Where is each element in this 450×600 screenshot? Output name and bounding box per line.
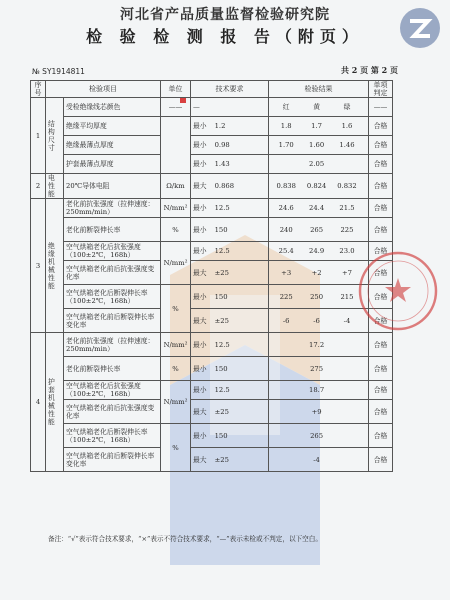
result-value: 2.05 (309, 160, 325, 168)
row-item: 受检绝缘线芯颜色 (64, 98, 161, 117)
result-value: 1.70 (278, 141, 294, 149)
row-item: 护套最薄点厚度 (64, 155, 161, 174)
row-verdict: 合格 (369, 218, 393, 242)
requirement-value: ±25 (214, 407, 229, 416)
row-item: 空气烘箱老化前后断裂伸长率变化率 (64, 309, 161, 333)
requirement-type: 最大 (193, 455, 207, 464)
result-value: 24.6 (278, 204, 294, 212)
requirement-type: 最小 (193, 204, 207, 212)
requirement-type: 最大 (193, 268, 207, 277)
result-value: -6 (282, 316, 290, 325)
result-value: 1.8 (280, 122, 292, 130)
row-requirement (191, 309, 269, 333)
row-results (269, 424, 369, 448)
requirement-type: 最小 (193, 225, 207, 234)
row-item: 空气烘箱老化后断裂伸长率（100±2℃，168h） (64, 424, 161, 448)
row-unit: % (161, 424, 191, 472)
requirement-value: ±25 (214, 268, 229, 277)
requirement-type: 最小 (193, 431, 207, 440)
table-row (31, 199, 393, 218)
table-row (31, 448, 393, 472)
table-row (31, 381, 393, 400)
row-group: 结构尺寸 (46, 98, 64, 174)
row-item: 空气烘箱老化后抗张强度（100±2℃，168h） (64, 381, 161, 400)
requirement-value: ±25 (214, 316, 229, 325)
row-results (269, 357, 369, 381)
row-verdict: 合格 (369, 117, 393, 136)
requirement-type: 最大 (193, 407, 207, 416)
col-verdict: 单项判定 (369, 81, 393, 98)
row-item: 空气烘箱老化前后抗张强度变化率 (64, 400, 161, 424)
table-row (31, 242, 393, 261)
row-requirement (191, 261, 269, 285)
result-value: +3 (281, 268, 292, 277)
requirement-value: 12.5 (214, 340, 230, 349)
institute-name: 河北省产品质量监督检验研究院 (120, 7, 330, 23)
requirement-value: 12.5 (214, 204, 230, 212)
row-requirement (191, 242, 269, 261)
row-results (269, 199, 369, 218)
report-number: № SY1914811 (32, 67, 85, 76)
row-group: 电性能 (46, 174, 64, 199)
result-value: +7 (341, 268, 352, 277)
row-requirement (191, 98, 269, 117)
result-value: 265 (310, 431, 324, 440)
row-seq: 2 (31, 174, 46, 199)
row-results (269, 333, 369, 357)
row-item: 空气烘箱老化后抗张强度（100±2℃，168h） (64, 242, 161, 261)
row-seq: 1 (31, 98, 46, 174)
table-row (31, 285, 393, 309)
row-verdict: 合格 (369, 309, 393, 333)
requirement-type: 最小 (193, 122, 207, 130)
row-requirement (191, 136, 269, 155)
report-title: 检 验 检 测 报 告（附页） (86, 27, 364, 46)
row-verdict: —— (369, 98, 393, 117)
row-item: 20℃导体电阻 (64, 174, 161, 199)
row-verdict: 合格 (369, 285, 393, 309)
row-unit: % (161, 285, 191, 333)
result-value: 265 (310, 225, 324, 234)
row-results (269, 218, 369, 242)
row-results (269, 117, 369, 136)
row-item: 老化前断裂伸长率 (64, 357, 161, 381)
requirement-type: 最小 (193, 292, 207, 301)
row-item: 空气烘箱老化前后断裂伸长率变化率 (64, 448, 161, 472)
requirement-value: 1.43 (214, 160, 230, 168)
table-row (31, 218, 393, 242)
requirement-type: 最大 (193, 182, 207, 190)
row-verdict: 合格 (369, 400, 393, 424)
institute-logo-icon (398, 6, 442, 50)
row-results (269, 155, 369, 174)
requirement-value: 150 (214, 431, 228, 440)
result-value: 18.7 (309, 386, 325, 394)
row-results (269, 261, 369, 285)
row-results (269, 285, 369, 309)
row-verdict: 合格 (369, 199, 393, 218)
table-row (31, 309, 393, 333)
red-mark (180, 98, 186, 103)
requirement-type: 最小 (193, 141, 207, 149)
table-header-row (31, 81, 393, 98)
row-verdict: 合格 (369, 424, 393, 448)
requirement-value: 0.98 (214, 141, 230, 149)
result-value: 225 (340, 225, 354, 234)
requirement-value: 150 (214, 225, 228, 234)
row-results (269, 174, 369, 199)
row-unit (161, 117, 191, 174)
requirement-type: 最小 (193, 247, 207, 255)
row-requirement (191, 155, 269, 174)
row-verdict: 合格 (369, 448, 393, 472)
requirement-type: 最小 (193, 364, 207, 373)
row-results (269, 242, 369, 261)
col-requirement: 技术要求 (191, 81, 269, 98)
row-requirement (191, 285, 269, 309)
table-row (31, 333, 393, 357)
row-requirement (191, 381, 269, 400)
result-value: 17.2 (309, 340, 325, 349)
result-value: 绿 (343, 103, 351, 111)
result-value: 275 (310, 364, 324, 373)
requirement-type: 最小 (193, 160, 207, 168)
col-item: 检验项目 (46, 81, 161, 98)
result-value: 1.7 (311, 122, 322, 130)
row-requirement (191, 117, 269, 136)
result-value: -4 (343, 316, 351, 325)
row-requirement (191, 333, 269, 357)
row-unit: N/mm² (161, 333, 191, 357)
row-results (269, 448, 369, 472)
requirement-value: 0.868 (214, 182, 235, 190)
result-value: 1.60 (309, 141, 325, 149)
row-requirement (191, 218, 269, 242)
row-requirement (191, 448, 269, 472)
requirement-value: ±25 (214, 455, 229, 464)
result-value: 1.6 (341, 122, 353, 130)
row-unit: —— (161, 98, 191, 117)
table-row (31, 400, 393, 424)
result-value: 24.9 (309, 247, 325, 255)
requirement-value: 150 (214, 292, 228, 301)
test-results-table (30, 80, 393, 472)
col-result: 检验结果 (269, 81, 369, 98)
result-value: +2 (311, 268, 322, 277)
row-results (269, 400, 369, 424)
row-requirement (191, 424, 269, 448)
row-item: 老化前断裂伸长率 (64, 218, 161, 242)
result-value: 225 (279, 292, 293, 301)
result-value: 240 (279, 225, 293, 234)
result-value: 24.4 (309, 204, 325, 212)
table-row (31, 136, 393, 155)
row-seq: 3 (31, 199, 46, 333)
row-verdict: 合格 (369, 155, 393, 174)
row-unit: Ω/km (161, 174, 191, 199)
table-row (31, 174, 393, 199)
requirement-type: 最大 (193, 316, 207, 325)
result-value: 23.0 (339, 247, 355, 255)
requirement-value: 150 (214, 364, 228, 373)
col-seq: 序号 (31, 81, 46, 98)
col-unit: 单位 (161, 81, 191, 98)
official-seal-icon (355, 248, 441, 334)
table-row (31, 155, 393, 174)
row-verdict: 合格 (369, 381, 393, 400)
table-row (31, 261, 393, 285)
row-item: 绝缘平均厚度 (64, 117, 161, 136)
row-requirement (191, 357, 269, 381)
row-results (269, 98, 369, 117)
row-item: 绝缘最薄点厚度 (64, 136, 161, 155)
row-verdict: 合格 (369, 261, 393, 285)
result-value: 215 (340, 292, 354, 301)
requirement-value: 12.5 (214, 386, 230, 394)
requirement-type: 最小 (193, 386, 207, 394)
row-requirement (191, 174, 269, 199)
row-results (269, 381, 369, 400)
row-unit: N/mm² (161, 199, 191, 218)
row-unit: % (161, 357, 191, 381)
row-verdict: 合格 (369, 357, 393, 381)
requirement-value: 12.5 (214, 247, 230, 255)
result-value: 0.832 (337, 182, 357, 190)
requirement-value: 1.2 (214, 122, 226, 130)
row-results (269, 136, 369, 155)
table-row (31, 357, 393, 381)
table-row (31, 98, 393, 117)
row-requirement (191, 400, 269, 424)
row-unit: N/mm² (161, 242, 191, 285)
result-value: 0.838 (276, 182, 296, 190)
row-verdict: 合格 (369, 136, 393, 155)
footnote: 备注：“√”表示符合技术要求，“×”表示不符合技术要求，“—”表示未检或不判定，以下空白。 (48, 535, 322, 543)
row-item: 老化前抗张强度（拉伸速度：250mm/min） (64, 199, 161, 218)
row-verdict: 合格 (369, 333, 393, 357)
result-value: 1.46 (339, 141, 355, 149)
result-value: +9 (311, 407, 322, 416)
row-unit: N/mm² (161, 381, 191, 424)
row-unit: % (161, 218, 191, 242)
page-info: 共 2 页 第 2 页 (340, 65, 398, 75)
row-group: 护套机械性能 (46, 333, 64, 472)
row-item: 空气烘箱老化前后抗张强度变化率 (64, 261, 161, 285)
result-value: 红 (282, 103, 290, 111)
row-verdict: 合格 (369, 174, 393, 199)
requirement-type: 最小 (193, 340, 207, 349)
row-item: 老化前抗张强度（拉伸速度：250mm/min） (64, 333, 161, 357)
row-results (269, 309, 369, 333)
table-row (31, 424, 393, 448)
row-group: 绝缘机械性能 (46, 199, 64, 333)
result-value: 25.4 (278, 247, 294, 255)
result-value: 250 (310, 292, 324, 301)
table-row (31, 117, 393, 136)
row-seq: 4 (31, 333, 46, 472)
requirement-type: — (193, 103, 200, 111)
result-value: 21.5 (339, 204, 355, 212)
result-value: 0.824 (306, 182, 327, 190)
row-requirement (191, 199, 269, 218)
row-verdict: 合格 (369, 242, 393, 261)
result-value: -6 (313, 316, 320, 325)
result-value: 黄 (313, 103, 320, 111)
row-item: 空气烘箱老化后断裂伸长率（100±2℃，168h） (64, 285, 161, 309)
result-value: -4 (313, 455, 320, 464)
